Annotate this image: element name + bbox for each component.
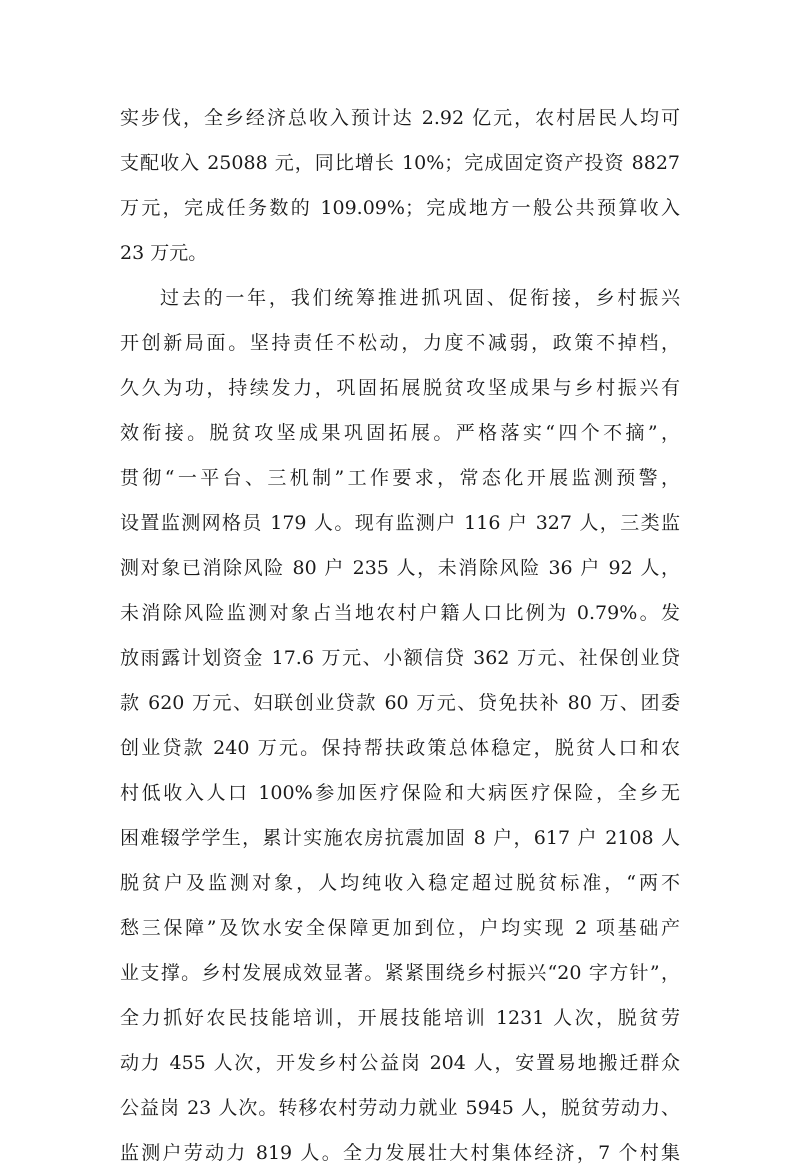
text-line: 支配收入 25088 元，同比增长 10%；完成固定资产投资 8827 (120, 152, 680, 174)
text-line: 愁三保障”及饮水安全保障更加到位，户均实现 2 项基础产 (120, 917, 680, 939)
text-line: 效衔接。脱贫攻坚成果巩固拓展。严格落实“四个不摘”， (120, 422, 680, 444)
text-line: 款 620 万元、妇联创业贷款 60 万元、贷免扶补 80 万、团委 (120, 692, 680, 714)
body-text (120, 96, 680, 1176)
text-line: 脱贫户及监测对象，人均纯收入稳定超过脱贫标准，“两不 (120, 872, 680, 894)
text-line: 业支撑。乡村发展成效显著。紧紧围绕乡村振兴“20 字方针”， (120, 962, 680, 984)
text-line: 放雨露计划资金 17.6 万元、小额信贷 362 万元、社保创业贷 (120, 647, 680, 669)
text-line: 贯彻“一平台、三机制”工作要求，常态化开展监测预警， (120, 467, 680, 489)
text-line: 未消除风险监测对象占当地农村户籍人口比例为 0.79%。发 (120, 602, 680, 624)
text-line: 23 万元。 (120, 242, 208, 264)
text-line: 动力 455 人次，开发乡村公益岗 204 人，安置易地搬迁群众 (120, 1052, 680, 1074)
text-line: 创业贷款 240 万元。保持帮扶政策总体稳定，脱贫人口和农 (120, 737, 680, 759)
text-line: 监测户劳动力 819 人。全力发展壮大村集体经济，7 个村集 (120, 1142, 680, 1164)
text-line: 公益岗 23 人次。转移农村劳动力就业 5945 人，脱贫劳动力、 (120, 1097, 680, 1119)
text-line: 开创新局面。坚持责任不松动，力度不减弱，政策不掉档， (120, 332, 680, 354)
text-line: 万元，完成任务数的 109.09%；完成地方一般公共预算收入 (120, 197, 680, 219)
text-line: 测对象已消除风险 80 户 235 人，未消除风险 36 户 92 人， (120, 557, 680, 579)
text-line: 设置监测网格员 179 人。现有监测户 116 户 327 人，三类监 (120, 512, 680, 534)
text-line: 困难辍学学生，累计实施农房抗震加固 8 户，617 户 2108 人 (120, 827, 680, 849)
paragraph-first-line: 过去的一年，我们统筹推进抓巩固、促衔接，乡村振兴 (160, 287, 680, 309)
text-line: 实步伐，全乡经济总收入预计达 2.92 亿元，农村居民人均可 (120, 107, 680, 129)
text-line: 全力抓好农民技能培训，开展技能培训 1231 人次，脱贫劳 (120, 1007, 680, 1029)
text-line: 村低收入人口 100%参加医疗保险和大病医疗保险，全乡无 (120, 782, 680, 804)
text-line: 久久为功，持续发力，巩固拓展脱贫攻坚成果与乡村振兴有 (120, 377, 680, 399)
